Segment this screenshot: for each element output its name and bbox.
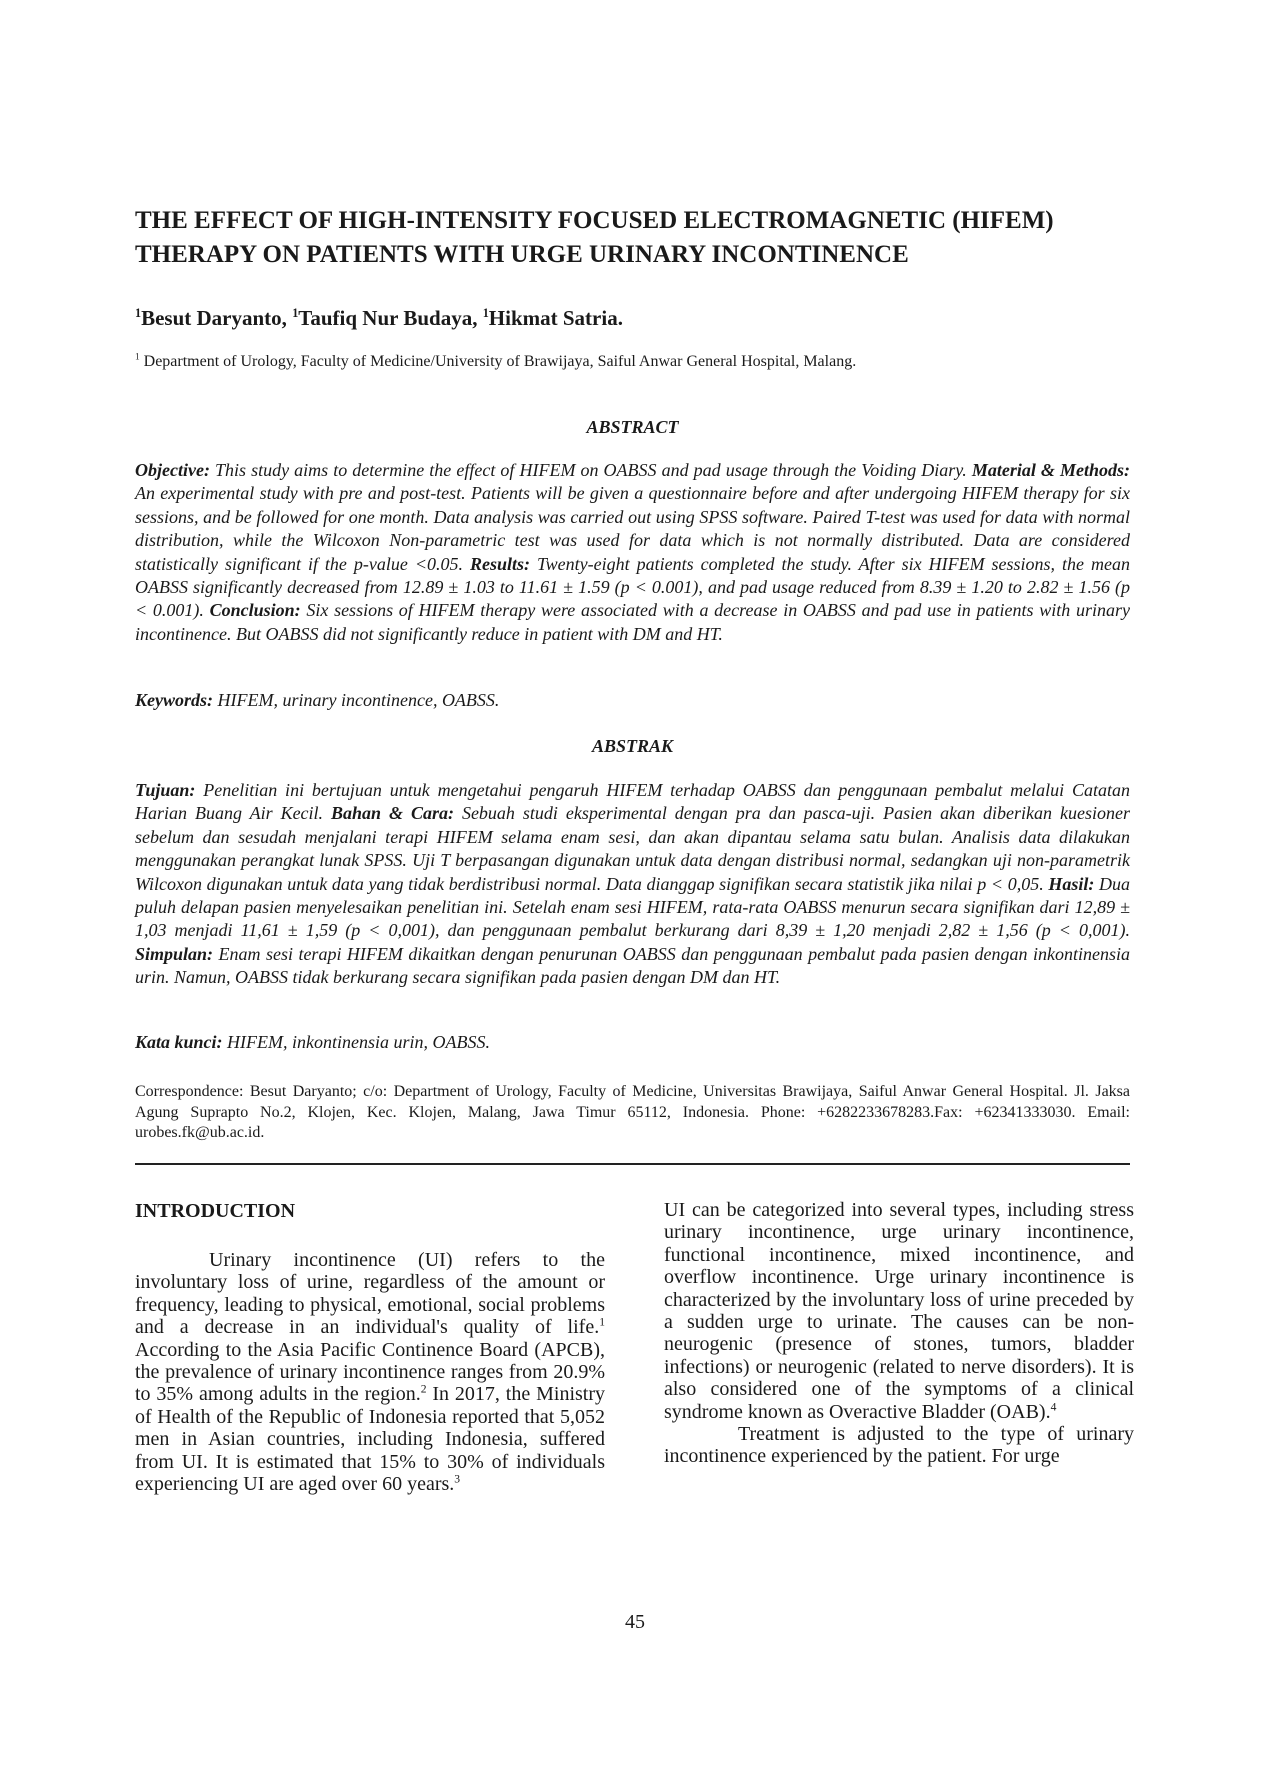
author-2-name: Taufiq Nur Budaya, [298,306,478,330]
objective-text: This study aims to determine the effect of HIFEM on OABSS and pad usage through the Voiding Diary. [209,460,972,480]
introduction-heading: INTRODUCTION [135,1200,296,1222]
author-2-affiliation-mark: 1 [292,306,299,320]
tujuan-text: Penelitian ini bertujuan untuk mengetahui pengaruh HIFEM terhadap OABSS dan penggunaan pembalut melalui Catatan Harian Buang Air Kecil. [135,780,1130,824]
simpulan-label: Simpulan: [135,943,214,964]
citation-1: 1 [599,1315,605,1329]
kata-kunci-label: Kata kunci: [135,1032,223,1052]
author-list [135,304,623,332]
hasil-text: Dua puluh delapan pasien menyelesaikan penelitian ini. Setelah enam sesi HIFEM, rata-rata OABSS menurun secara signifikan dari 12,89 ± 1,03 menjadi 11,61 ± 1,59 (p < 0,001), dan penggunaan pembalut berkurang dari 8,39 ± 1,20 menjadi 2,82 ± 1,56 (p < 0,001). [135,873,1130,941]
affiliation [135,352,856,372]
intro-left-text-1: Urinary incontinence (UI) refers to the involuntary loss of urine, regardless of the amount or frequency, leading to physical, emotional, social problems and a decrease in an individual's quality of life. [135,1249,605,1339]
paper-title [135,204,1145,272]
citation-3: 3 [454,1472,461,1486]
author-1-name: Besut Daryanto, [141,306,287,330]
introduction-left-column [135,1249,605,1495]
section-divider [135,1163,1130,1165]
intro-left-text-3: In 2017, the Ministry of Health of the Republic of Indonesia reported that 5,052 men in Asian countries, including Indonesia, suffered from UI. It is estimated that 15% to 30% of individuals experiencing UI are aged over 60 years. [135,1383,605,1496]
intro-right-text-1: UI can be categorized into several types, including stress urinary incontinence, urge urinary incontinence, functional incontinence, mixed incontinence, and overflow incontinence. Urge urinary incontinence is characterized by the involuntary loss of urine preceded by a sudden urge to urinate. The causes can be non-neurogenic (presence of stones, tumors, bladder infections) or neurogenic (related to nerve disorders). It is also considered one of the symptoms of a clinical syndrome known as Overactive Bladder (OAB). [664,1199,1134,1423]
abstrak-heading: ABSTRAK [591,736,674,756]
intro-right-text-2: Treatment is adjusted to the type of urinary incontinence experienced by the patient. For urge [664,1423,1134,1468]
tujuan-label: Tujuan: [135,780,196,800]
keywords-text: HIFEM, urinary incontinence, OABSS. [213,690,500,710]
title-line-1: THE EFFECT OF HIGH-INTENSITY FOCUSED ELECTROMAGNETIC (HIFEM) [135,207,1054,234]
methods-text: An experimental study with pre and post-test. Patients will be given a questionnaire before and after undergoing HIFEM therapy for six sessions, and be followed for one month. Data analysis was carried out using SPSS software. Paired T-test was used for data with normal distribution, while the Wilcoxon Non-parametric test was used for data which is not normally distributed. Data are considered statistically significant if the p-value <0.05. [135,483,1130,574]
keywords-label: Keywords: [135,690,213,710]
page-number: 45 [625,1611,645,1633]
simpulan-text: Enam sesi terapi HIFEM dikaitkan dengan penurunan OABSS dan penggunaan pembalut pada pasien dengan inkontinensia urin. Namun, OABSS tidak berkurang secara signifikan pada pasien dengan DM dan HT. [135,943,1130,988]
abstrak-body [135,779,1130,990]
abstract-heading: ABSTRACT [586,417,679,437]
objective-label: Objective: [135,460,210,480]
results-label: Results: [469,553,530,574]
bahan-label: Bahan & Cara: [331,803,454,824]
conclusion-label: Conclusion: [209,600,301,621]
methods-label: Material & Methods: [971,460,1130,480]
intro-left-text-2: According to the Asia Pacific Continence Board (APCB), the prevalence of urinary incontinence ranges from 20.9% to 35% among adults in the region. [135,1338,605,1406]
title-line-2: THERAPY ON PATIENTS WITH URGE URINARY INCONTINENCE [135,241,909,268]
citation-2: 2 [420,1382,427,1396]
author-3-name: Hikmat Satria. [488,306,623,330]
author-3-affiliation-mark: 1 [482,306,489,320]
kata-kunci-text: HIFEM, inkontinensia urin, OABSS. [222,1032,490,1052]
citation-4: 4 [1050,1400,1057,1413]
hasil-label: Hasil: [1048,873,1095,894]
kata-kunci [135,1031,1130,1054]
conclusion-text: Six sessions of HIFEM therapy were associated with a decrease in OABSS and pad use in patients with urinary incontinence. But OABSS did not significantly reduce in patient with DM and HT. [135,600,1130,644]
affiliation-mark: 1 [135,352,140,363]
abstract-body [135,459,1130,646]
results-text: Twenty-eight patients completed the study. After six HIFEM sessions, the mean OABSS significantly decreased from 12.89 ± 1.03 to 11.61 ± 1.59 (p < 0.001), and pad usage reduced from 8.39 ± 1.20 to 2.82 ± 1.56 (p < 0.001). [135,553,1130,621]
bahan-text: Sebuah studi eksperimental dengan pra dan pasca-uji. Pasien akan diberikan kuesioner sebelum dan sesudah menjalani terapi HIFEM selama enam sesi, dan akan dipantau selama satu bulan. Analisis data dilakukan menggunakan perangkat lunak SPSS. Uji T berpasangan digunakan untuk data dengan distribusi normal, sedangkan uji non-parametrik Wilcoxon digunakan untuk data yang tidak berdistribusi normal. Data dianggap signifikan secara statistik jika nilai p < 0,05. [135,803,1130,894]
affiliation-text: Department of Urology, Faculty of Medicine/University of Brawijaya, Saiful Anwar General Hospital, Malang. [143,353,857,370]
correspondence: Correspondence: Besut Daryanto; c/o: Department of Urology, Faculty of Medicine, Universitas Brawijaya, Saiful Anwar General Hospital. Jl. Jaksa Agung Suprapto No.2, Klojen, Kec. Klojen, Malang, Jawa Timur 65112, Indonesia. Phone: +6282233678283.Fax: +62341333030. Email: urobes.fk@ub.ac.id. [135,1083,1130,1141]
introduction-right-column [664,1199,1134,1468]
author-1-affiliation-mark: 1 [135,306,142,320]
keywords [135,689,1130,712]
